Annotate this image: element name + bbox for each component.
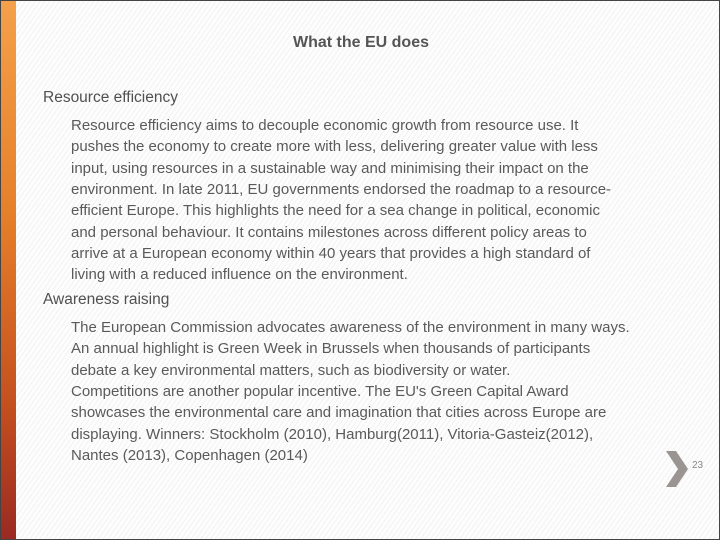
text-line: The European Commission advocates awareness of the environment in many ways.: [71, 319, 630, 336]
section-body-awareness-raising: [71, 317, 630, 466]
text-line: Nantes (2013), Copenhagen (2014): [71, 447, 308, 465]
text-line: Resource efficiency aims to decouple economic growth from resource use. It: [71, 117, 579, 134]
section-body-resource-efficiency: [71, 115, 611, 286]
text-line: efficient Europe. This highlights the need for a sea change in political, economic: [71, 202, 600, 220]
text-line: input, using resources in a sustainable way and minimising their impact on the: [71, 159, 589, 177]
text-line: Competitions are another popular incentive. The EU's Green Capital Award: [71, 383, 569, 401]
text-line: showcases the environmental care and imagination that cities across Europe are: [71, 404, 607, 422]
slide-title: What the EU does: [292, 34, 429, 51]
section-heading-awareness-raising: Awareness raising: [43, 291, 170, 308]
text-line: debate a key environmental matters, such as biodiversity or water.: [71, 361, 511, 379]
text-line: arrive at a European economy within 40 years that provides a high standard of: [71, 245, 591, 263]
chevron-right-icon: [666, 451, 688, 487]
text-line: environment. In late 2011, EU governments endorsed the roadmap to a resource-: [71, 181, 612, 199]
text-line: and personal behaviour. It contains milestones across different policy areas to: [71, 223, 587, 241]
text-line: displaying. Winners: Stockholm (2010), Hamburg(2011), Vitoria-Gasteiz(2012),: [71, 425, 594, 443]
text-line: An annual highlight is Green Week in Brussels when thousands of participants: [71, 340, 591, 358]
text-line: pushes the economy to create more with less, delivering greater value with less: [71, 138, 598, 156]
accent-sidebar: [1, 1, 16, 539]
section-heading-resource-efficiency: Resource efficiency: [43, 89, 178, 106]
page-number: 23: [692, 460, 704, 471]
text-line: living with a reduced influence on the environment.: [71, 266, 408, 284]
